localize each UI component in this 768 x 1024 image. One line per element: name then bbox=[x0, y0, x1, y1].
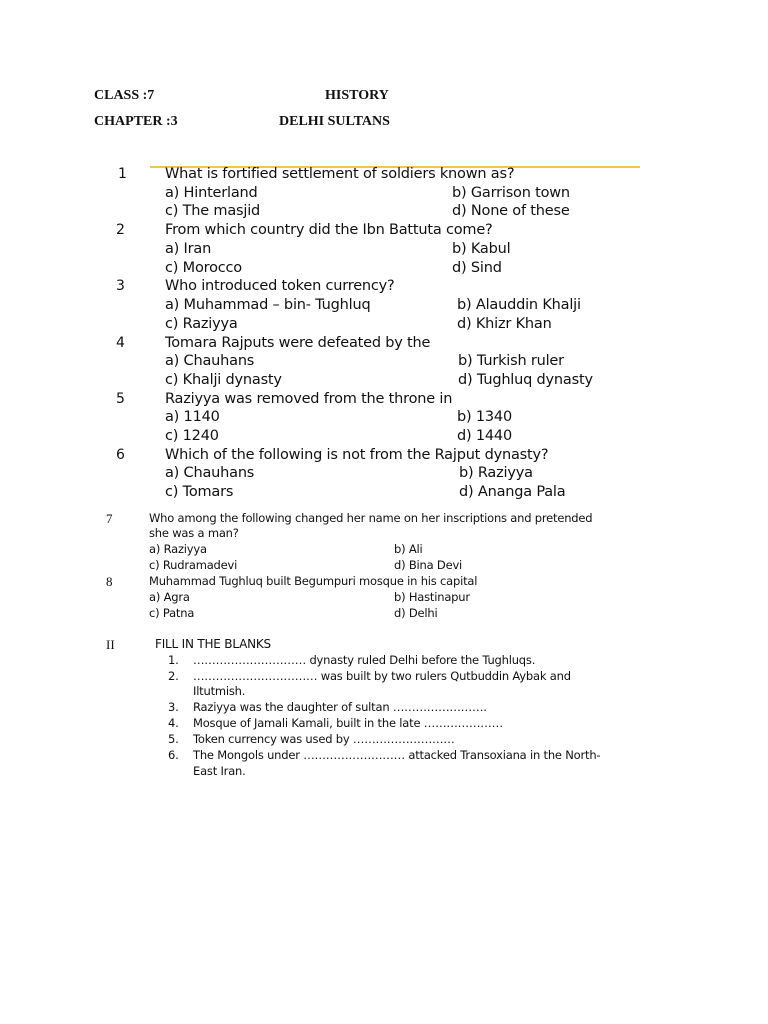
question-number: 5 bbox=[116, 391, 125, 407]
question-text: Raziyya was removed from the throne in bbox=[165, 391, 453, 407]
blank-number: 3. bbox=[168, 700, 179, 714]
question-number: 3 bbox=[116, 278, 125, 294]
blank-number: 2. bbox=[168, 669, 179, 683]
option-b: b) 1340 bbox=[457, 409, 512, 425]
blank-text: Mosque of Jamali Kamali, built in the late ………………… bbox=[193, 716, 503, 730]
option-c: c) The masjid bbox=[165, 203, 261, 219]
option-a: a) Muhammad – bin- Tughluq bbox=[165, 297, 371, 313]
option-a: a) 1140 bbox=[165, 409, 220, 425]
class-label: CLASS :7 bbox=[94, 88, 155, 103]
chapter-title: DELHI SULTANS bbox=[279, 114, 390, 129]
blank-number: 4. bbox=[168, 716, 179, 730]
blank-text-continued: Iltutmish. bbox=[193, 684, 246, 698]
option-d: d) Ananga Pala bbox=[459, 484, 566, 500]
option-b: b) Hastinapur bbox=[394, 590, 470, 604]
option-a: a) Agra bbox=[149, 590, 190, 604]
blank-text-continued: East Iran. bbox=[193, 764, 246, 778]
option-c: c) Morocco bbox=[165, 260, 242, 276]
question-text-continued: she was a man? bbox=[149, 526, 239, 540]
option-d: d) Tughluq dynasty bbox=[458, 372, 593, 388]
question-number: 4 bbox=[116, 335, 125, 351]
option-d: d) 1440 bbox=[457, 428, 512, 444]
question-text: Muhammad Tughluq built Begumpuri mosque in his capital bbox=[149, 574, 478, 588]
question-text: Which of the following is not from the Rajput dynasty? bbox=[165, 447, 549, 463]
blank-text: …………………………… was built by two rulers Qutbuddin Aybak and bbox=[193, 669, 571, 683]
blank-number: 1. bbox=[168, 653, 179, 667]
blank-number: 5. bbox=[168, 732, 179, 746]
option-c: c) 1240 bbox=[165, 428, 219, 444]
blank-text: The Mongols under ……………………… attacked Transoxiana in the North- bbox=[193, 748, 601, 762]
blank-text: Raziyya was the daughter of sultan ……………………. bbox=[193, 700, 487, 714]
option-b: b) Ali bbox=[394, 542, 423, 556]
option-b: b) Kabul bbox=[452, 241, 511, 257]
option-a: a) Chauhans bbox=[165, 353, 255, 369]
question-text: Who introduced token currency? bbox=[165, 278, 395, 294]
question-text: Tomara Rajputs were defeated by the bbox=[165, 335, 431, 351]
option-d: d) None of these bbox=[452, 203, 570, 219]
option-a: a) Hinterland bbox=[165, 185, 258, 201]
question-number: 7 bbox=[106, 511, 113, 526]
option-b: b) Alauddin Khalji bbox=[457, 297, 581, 313]
question-number: 6 bbox=[116, 447, 125, 463]
option-d: d) Sind bbox=[452, 260, 502, 276]
option-d: d) Delhi bbox=[394, 606, 438, 620]
question-number: 8 bbox=[106, 574, 113, 589]
option-c: c) Raziyya bbox=[165, 316, 238, 332]
blank-text: ………………………… dynasty ruled Delhi before the Tughluqs. bbox=[193, 653, 536, 667]
option-a: a) Raziyya bbox=[149, 542, 207, 556]
question-number: 2 bbox=[116, 222, 125, 238]
option-c: c) Tomars bbox=[165, 484, 234, 500]
option-a: a) Chauhans bbox=[165, 465, 255, 481]
question-number: 1 bbox=[118, 166, 127, 182]
option-d: d) Bina Devi bbox=[394, 558, 463, 572]
option-c: c) Rudramadevi bbox=[149, 558, 238, 572]
section-title: FILL IN THE BLANKS bbox=[155, 637, 271, 651]
option-a: a) Iran bbox=[165, 241, 212, 257]
option-c: c) Patna bbox=[149, 606, 195, 620]
blank-number: 6. bbox=[168, 748, 179, 762]
option-c: c) Khalji dynasty bbox=[165, 372, 282, 388]
chapter-label: CHAPTER :3 bbox=[94, 114, 178, 129]
question-text: What is fortified settlement of soldiers known as? bbox=[165, 166, 515, 182]
option-b: b) Raziyya bbox=[459, 465, 533, 481]
option-b: b) Turkish ruler bbox=[458, 353, 564, 369]
blank-text: Token currency was used by ……………………… bbox=[193, 732, 455, 746]
option-d: d) Khizr Khan bbox=[457, 316, 552, 332]
section-number: II bbox=[106, 637, 115, 652]
subject-title: HISTORY bbox=[325, 88, 389, 103]
option-b: b) Garrison town bbox=[452, 185, 570, 201]
question-text: From which country did the Ibn Battuta come? bbox=[165, 222, 493, 238]
question-text: Who among the following changed her name on her inscriptions and pretended bbox=[149, 511, 593, 525]
